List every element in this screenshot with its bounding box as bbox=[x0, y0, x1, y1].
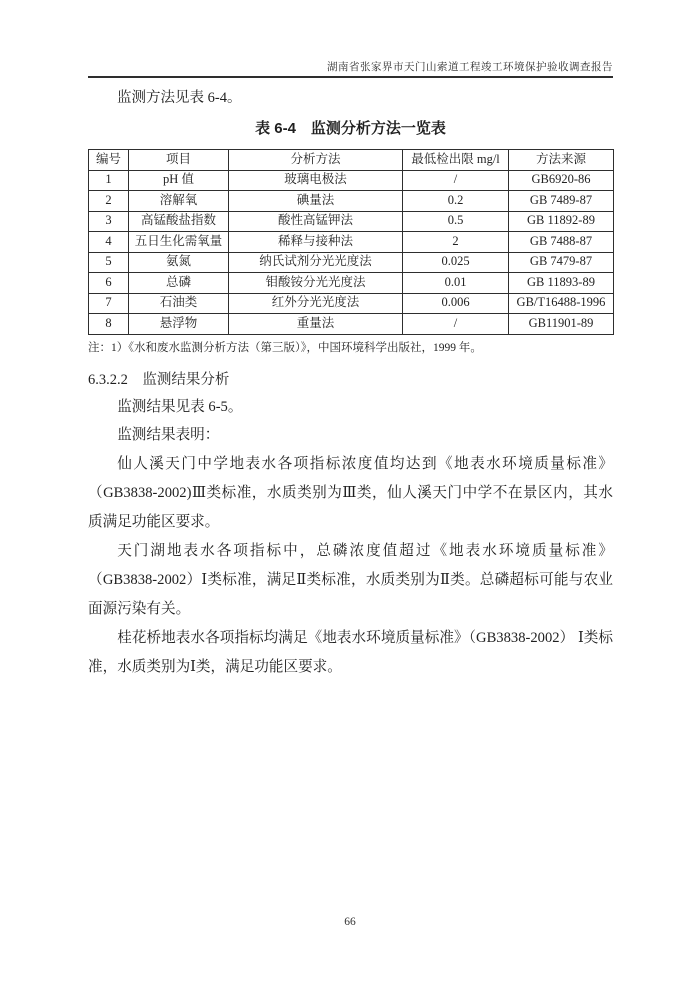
cell-method: 稀释与接种法 bbox=[229, 232, 403, 253]
cell-number: 6 bbox=[89, 273, 129, 294]
running-header: 湖南省张家界市天门山索道工程竣工环境保护验收调查报告 bbox=[327, 62, 613, 73]
cell-source: GB 7488-87 bbox=[509, 232, 614, 253]
cell-detection-limit: 0.006 bbox=[403, 293, 509, 314]
cell-item: 总磷 bbox=[129, 273, 229, 294]
paragraph-results-intro: 监测结果表明： bbox=[117, 427, 220, 444]
cell-method: 纳氏试剂分光光度法 bbox=[229, 252, 403, 273]
cell-number: 5 bbox=[89, 252, 129, 273]
cell-detection-limit: 0.5 bbox=[403, 211, 509, 232]
cell-item: 五日生化需氧量 bbox=[129, 232, 229, 253]
cell-source: GB 7479-87 bbox=[509, 252, 614, 273]
table-row bbox=[89, 232, 614, 253]
table-footnote: 注：1）《水和废水监测分析方法（第三版）》，中国环境科学出版社，1999 年。 bbox=[88, 341, 482, 354]
column-header-detection-limit: 最低检出限 mg/l bbox=[403, 150, 509, 171]
cell-number: 8 bbox=[89, 314, 129, 335]
cell-source: GB/T16488-1996 bbox=[509, 293, 614, 314]
table-row bbox=[89, 170, 614, 191]
column-header-number: 编号 bbox=[89, 150, 129, 171]
monitoring-methods-table bbox=[88, 149, 614, 335]
page-content bbox=[88, 87, 613, 682]
cell-item: pH 值 bbox=[129, 170, 229, 191]
column-header-item: 项目 bbox=[129, 150, 229, 171]
table-row bbox=[89, 211, 614, 232]
cell-source: GB 11892-89 bbox=[509, 211, 614, 232]
cell-method: 碘量法 bbox=[229, 191, 403, 212]
cell-detection-limit: 0.025 bbox=[403, 252, 509, 273]
table-row bbox=[89, 314, 614, 335]
cell-number: 1 bbox=[89, 170, 129, 191]
cell-method: 重量法 bbox=[229, 314, 403, 335]
table-title: 表 6-4 监测分析方法一览表 bbox=[255, 120, 446, 137]
cell-detection-limit: 0.01 bbox=[403, 273, 509, 294]
cell-detection-limit: / bbox=[403, 170, 509, 191]
table-row bbox=[89, 273, 614, 294]
cell-number: 7 bbox=[89, 293, 129, 314]
cell-method: 钼酸铵分光光度法 bbox=[229, 273, 403, 294]
column-header-source: 方法来源 bbox=[509, 150, 614, 171]
cell-source: GB6920-86 bbox=[509, 170, 614, 191]
cell-item: 溶解氧 bbox=[129, 191, 229, 212]
cell-detection-limit: 2 bbox=[403, 232, 509, 253]
cell-item: 高锰酸盐指数 bbox=[129, 211, 229, 232]
cell-number: 4 bbox=[89, 232, 129, 253]
cell-number: 3 bbox=[89, 211, 129, 232]
table-header-row bbox=[89, 150, 614, 171]
column-header-method: 分析方法 bbox=[229, 150, 403, 171]
cell-item: 氨氮 bbox=[129, 252, 229, 273]
cell-method: 酸性高锰钾法 bbox=[229, 211, 403, 232]
paragraph-xianrenxi: 仙人溪天门中学地表水各项指标浓度值均达到《地表水环境质量标准》（GB3838-2002)Ⅲ类标准，水质类别为Ⅲ类，仙人溪天门中学不在景区内，其水质满足功能区要求。 bbox=[88, 456, 613, 531]
header-divider bbox=[88, 76, 613, 78]
paragraph-tianmenhu: 天门湖地表水各项指标中，总磷浓度值超过《地表水环境质量标准》（GB3838-2002）Ⅰ类标准，满足Ⅱ类标准，水质类别为Ⅱ类。总磷超标可能与农业面源污染有关。 bbox=[88, 543, 613, 617]
section-heading: 6.3.2.2 监测结果分析 bbox=[88, 371, 230, 388]
cell-detection-limit: 0.2 bbox=[403, 191, 509, 212]
cell-source: GB 7489-87 bbox=[509, 191, 614, 212]
paragraph-guihuaqiao: 桂花桥地表水各项指标均满足《地表水环境质量标准》（GB3838-2002） Ⅰ类标准，水质类别为Ⅰ类，满足功能区要求。 bbox=[88, 629, 613, 675]
table-row bbox=[89, 252, 614, 273]
cell-item: 石油类 bbox=[129, 293, 229, 314]
paragraph-results-ref: 监测结果见表 6-5。 bbox=[117, 398, 243, 415]
cell-method: 红外分光光度法 bbox=[229, 293, 403, 314]
cell-source: GB11901-89 bbox=[509, 314, 614, 335]
cell-method: 玻璃电极法 bbox=[229, 170, 403, 191]
table-row bbox=[89, 191, 614, 212]
cell-source: GB 11893-89 bbox=[509, 273, 614, 294]
page-footer bbox=[0, 916, 700, 928]
table-row bbox=[89, 293, 614, 314]
cell-number: 2 bbox=[89, 191, 129, 212]
cell-item: 悬浮物 bbox=[129, 314, 229, 335]
intro-paragraph: 监测方法见表 6-4。 bbox=[117, 90, 242, 106]
cell-detection-limit: / bbox=[403, 314, 509, 335]
page-number: 66 bbox=[344, 916, 356, 928]
